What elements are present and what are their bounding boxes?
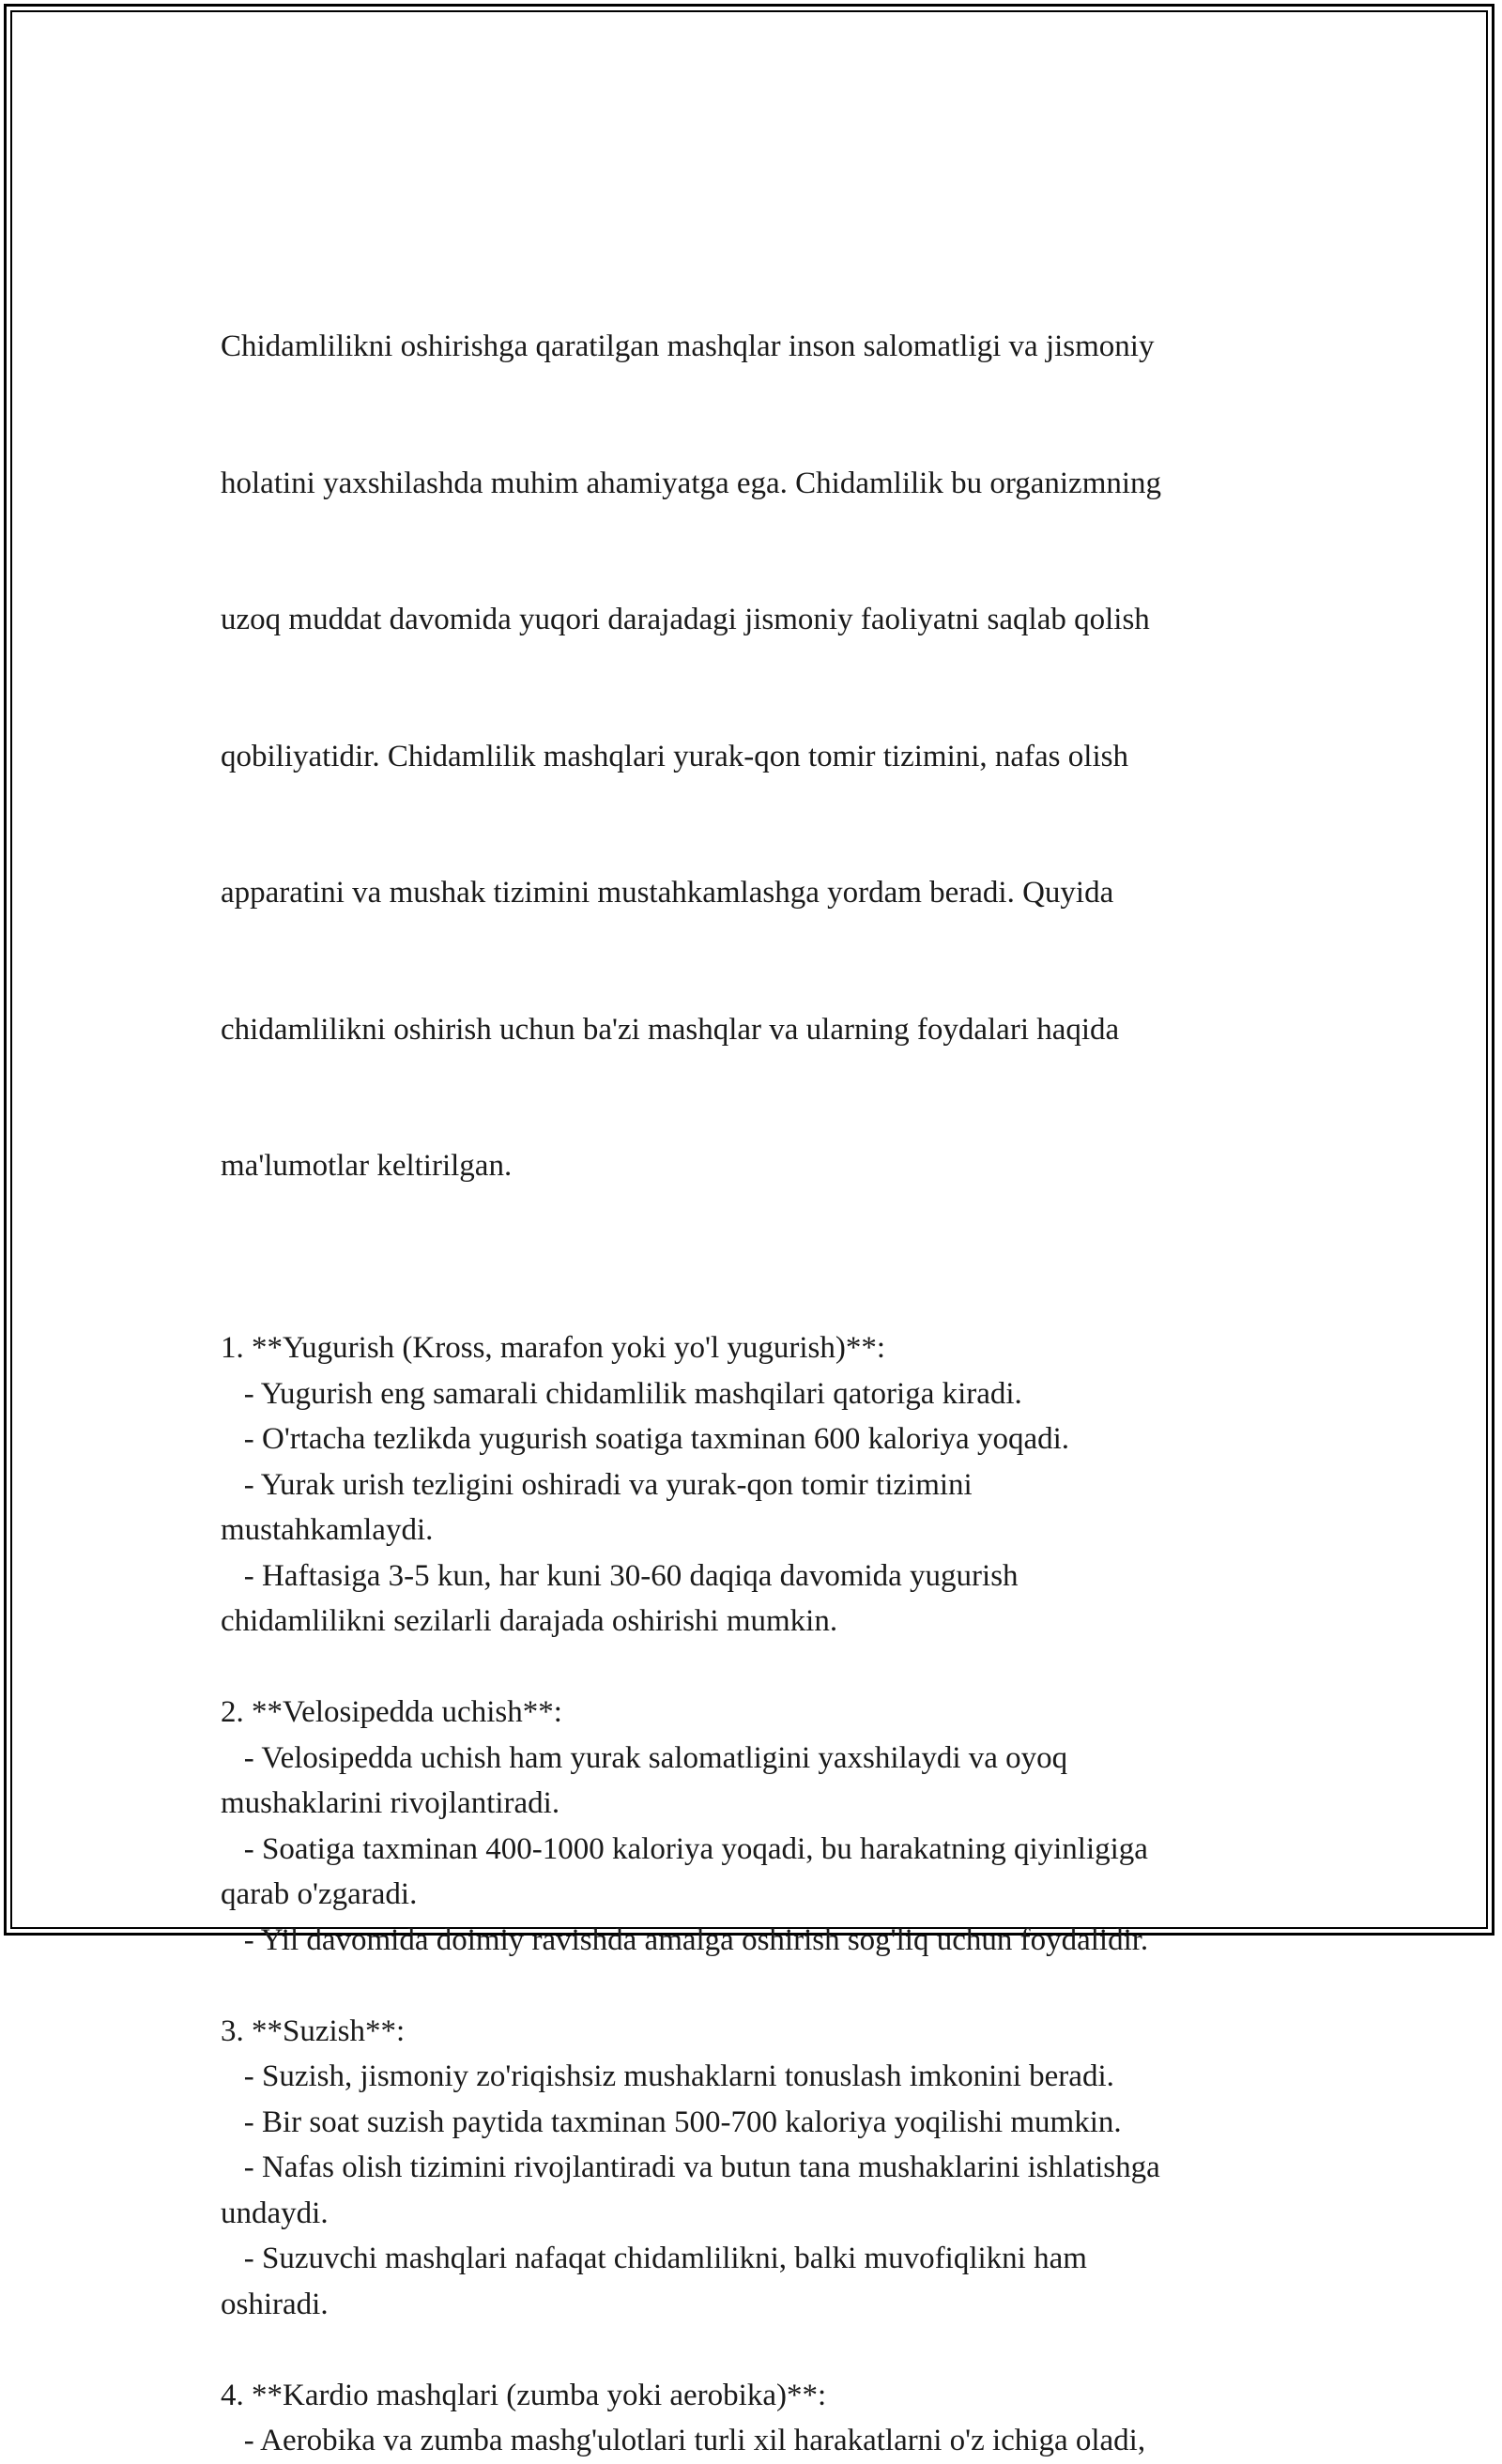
section-line: - Nafas olish tizimini rivojlantiradi va butun tana mushaklarini ishlatishga (221, 2150, 1160, 2184)
section-line: qarab o'zgaradi. (221, 1877, 418, 1911)
section-line: - Yil davomida doimiy ravishda amalga oshirish sog'liq uchun foydalidir. (221, 1922, 1149, 1957)
intro-line: holatini yaxshilashda muhim ahamiyatga ega. Chidamlilik bu organizmning (221, 466, 1162, 500)
section-line: - Bir soat suzish paytida taxminan 500-700 kaloriya yoqilishi mumkin. (221, 2104, 1122, 2139)
section-running (221, 1325, 1281, 1645)
section-line: oshiradi. (221, 2287, 329, 2321)
section-heading: 2. **Velosipedda uchish**: (221, 1695, 562, 1729)
intro-line: qobiliyatidir. Chidamlilik mashqlari yurak-qon tomir tizimini, nafas olish (221, 739, 1128, 773)
section-line: - O'rtacha tezlikda yugurish soatiga taxminan 600 kaloriya yoqadi. (221, 1422, 1070, 1456)
section-line: - Soatiga taxminan 400-1000 kaloriya yoqadi, bu harakatning qiyinligiga (221, 1831, 1148, 1866)
section-line: - Suzuvchi mashqlari nafaqat chidamlilikni, balki muvofiqlikni ham (221, 2242, 1087, 2275)
section-line: - Yugurish eng samarali chidamlilik mashqilari qatoriga kiradi. (221, 1376, 1022, 1411)
section-line: mushaklarini rivojlantiradi. (221, 1786, 560, 1820)
section-swimming (221, 2009, 1281, 2328)
section-line: mustahkamlaydi. (221, 1513, 434, 1547)
intro-line: ma'lumotlar keltirilgan. (221, 1149, 513, 1183)
section-heading: 4. **Kardio mashqlari (zumba yoki aerobika)**: (221, 2378, 827, 2412)
intro-paragraph (221, 233, 1281, 1280)
section-cycling (221, 1690, 1281, 1963)
section-line: - Yurak urish tezligini oshiradi va yurak-qon tomir tizimini (221, 1467, 973, 1502)
section-heading: 3. **Suzish**: (221, 2013, 406, 2048)
intro-line: Chidamlilikni oshirishga qaratilgan mashqlar inson salomatligi va jismoniy (221, 329, 1155, 363)
section-line: - Haftasiga 3-5 kun, har kuni 30-60 daqiqa davomida yugurish (221, 1558, 1019, 1593)
section-line: chidamlilikni sezilarli darajada oshirishi mumkin. (221, 1604, 838, 1638)
intro-line: apparatini va mushak tizimini mustahkamlashga yordam beradi. Quyida (221, 876, 1114, 910)
section-cardio (221, 2373, 1281, 2464)
section-line: - Velosipedda uchish ham yurak salomatligini yaxshilaydi va oyoq (221, 1740, 1068, 1775)
intro-line: chidamlilikni oshirish uchun ba'zi mashqlar va ularning foydalari haqida (221, 1012, 1120, 1047)
section-line: - Suzish, jismoniy zo'riqishsiz mushaklarni tonuslash imkonini beradi. (221, 2059, 1114, 2093)
document-body (221, 233, 1281, 2464)
intro-line: uzoq muddat davomida yuqori darajadagi jismoniy faoliyatni saqlab qolish (221, 603, 1150, 636)
section-line: - Aerobika va zumba mashg'ulotlari turli xil harakatlarni o'z ichiga oladi, (221, 2424, 1146, 2457)
section-line: undaydi. (221, 2196, 329, 2230)
section-heading: 1. **Yugurish (Kross, marafon yoki yo'l yugurish)**: (221, 1331, 886, 1365)
